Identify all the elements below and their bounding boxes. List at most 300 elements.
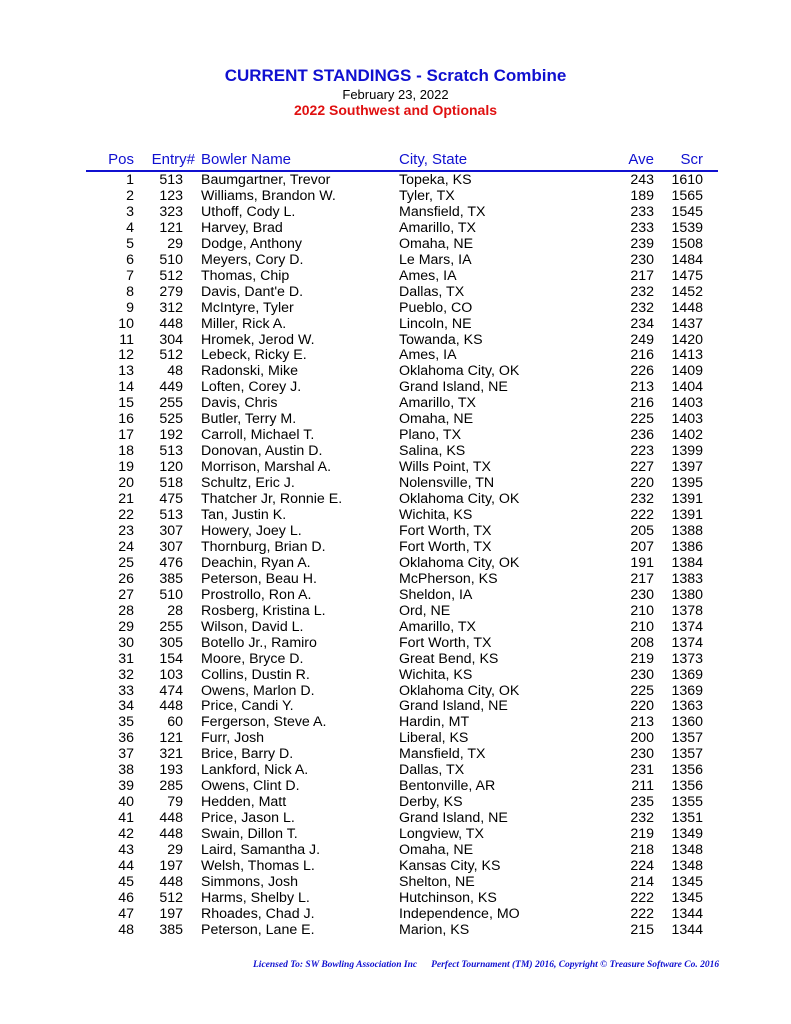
- table-row: [0, 444, 791, 460]
- cell-pos: 3: [126, 203, 134, 220]
- table-row: [0, 412, 791, 428]
- table-row: [0, 859, 791, 875]
- cell-entry: 29: [167, 842, 183, 859]
- cell-city: Omaha, NE: [399, 235, 474, 252]
- cell-name: Tan, Justin K.: [201, 507, 287, 524]
- cell-ave: 210: [630, 618, 654, 635]
- cell-name: Swain, Dillon T.: [201, 826, 298, 843]
- cell-city: Wills Point, TX: [399, 459, 491, 476]
- cell-name: Uthoff, Cody L.: [201, 203, 296, 220]
- cell-pos: 12: [118, 347, 134, 364]
- cell-city: Fort Worth, TX: [399, 522, 492, 539]
- table-row: [0, 779, 791, 795]
- cell-pos: 10: [118, 315, 134, 332]
- cell-pos: 32: [118, 666, 134, 683]
- cell-scr: 1344: [671, 921, 703, 938]
- cell-entry: 448: [159, 698, 183, 715]
- cell-name: Donovan, Austin D.: [201, 443, 323, 460]
- cell-city: Marion, KS: [399, 921, 470, 938]
- cell-pos: 27: [118, 586, 134, 603]
- cell-ave: 232: [630, 810, 654, 827]
- cell-ave: 223: [630, 443, 654, 460]
- cell-city: Shelton, NE: [399, 873, 475, 890]
- table-row: [0, 811, 791, 827]
- cell-name: Lebeck, Ricky E.: [201, 347, 307, 364]
- cell-pos: 13: [118, 363, 134, 380]
- cell-ave: 230: [630, 251, 654, 268]
- cell-scr: 1356: [671, 762, 703, 779]
- cell-city: Dallas, TX: [399, 283, 465, 300]
- cell-pos: 8: [126, 283, 134, 300]
- cell-entry: 307: [159, 538, 183, 555]
- cell-ave: 225: [630, 411, 654, 428]
- license-footer: [253, 960, 719, 970]
- cell-ave: 232: [630, 299, 654, 316]
- table-row: [0, 715, 791, 731]
- cell-name: Simmons, Josh: [201, 873, 298, 890]
- cell-name: Rhoades, Chad J.: [201, 905, 315, 922]
- cell-ave: 213: [630, 714, 654, 731]
- cell-scr: 1402: [671, 427, 703, 444]
- cell-entry: 510: [159, 251, 183, 268]
- cell-scr: 1384: [671, 554, 703, 571]
- table-row: [0, 923, 791, 939]
- cell-scr: 1391: [671, 491, 703, 508]
- cell-scr: 1420: [671, 331, 703, 348]
- cell-entry: 476: [159, 554, 183, 571]
- cell-city: Hutchinson, KS: [399, 889, 497, 906]
- cell-ave: 219: [630, 650, 654, 667]
- cell-pos: 26: [118, 570, 134, 587]
- column-header-name: Bowler Name: [201, 151, 292, 168]
- cell-pos: 42: [118, 826, 134, 843]
- cell-scr: 1404: [671, 379, 703, 396]
- cell-pos: 17: [118, 427, 134, 444]
- cell-entry: 475: [159, 491, 183, 508]
- cell-name: Morrison, Marshal A.: [201, 459, 332, 476]
- cell-name: Davis, Chris: [201, 395, 278, 412]
- cell-city: Tyler, TX: [399, 187, 455, 204]
- table-row: [0, 572, 791, 588]
- cell-name: Furr, Josh: [201, 730, 265, 747]
- table-row: [0, 333, 791, 349]
- cell-entry: 197: [159, 905, 183, 922]
- cell-scr: 1539: [671, 219, 703, 236]
- cell-city: Omaha, NE: [399, 411, 474, 428]
- cell-pos: 45: [118, 873, 134, 890]
- cell-entry: 448: [159, 873, 183, 890]
- cell-city: Omaha, NE: [399, 842, 474, 859]
- cell-ave: 227: [630, 459, 654, 476]
- cell-entry: 103: [159, 666, 183, 683]
- cell-city: Oklahoma City, OK: [399, 554, 520, 571]
- cell-ave: 230: [630, 666, 654, 683]
- cell-entry: 512: [159, 347, 183, 364]
- cell-name: McIntyre, Tyler: [201, 299, 294, 316]
- cell-name: Baumgartner, Trevor: [201, 172, 331, 188]
- cell-name: Deachin, Ryan A.: [201, 554, 311, 571]
- cell-scr: 1360: [671, 714, 703, 731]
- table-row: [0, 460, 791, 476]
- cell-city: Sheldon, IA: [399, 586, 473, 603]
- table-row: [0, 652, 791, 668]
- cell-pos: 29: [118, 618, 134, 635]
- cell-pos: 34: [118, 698, 134, 715]
- cell-name: Lankford, Nick A.: [201, 762, 309, 779]
- cell-ave: 217: [630, 570, 654, 587]
- cell-name: Schultz, Eric J.: [201, 475, 295, 492]
- cell-entry: 120: [159, 459, 183, 476]
- cell-entry: 512: [159, 267, 183, 284]
- cell-scr: 1508: [671, 235, 703, 252]
- column-header-scr: Scr: [680, 151, 703, 168]
- cell-pos: 20: [118, 475, 134, 492]
- cell-city: Great Bend, KS: [399, 650, 499, 667]
- cell-name: Brice, Barry D.: [201, 746, 294, 763]
- cell-ave: 211: [631, 778, 654, 795]
- cell-ave: 216: [630, 347, 654, 364]
- cell-city: Salina, KS: [399, 443, 466, 460]
- cell-entry: 323: [159, 203, 183, 220]
- cell-name: Davis, Dant'e D.: [201, 283, 304, 300]
- cell-name: Peterson, Beau H.: [201, 570, 317, 587]
- cell-ave: 232: [630, 491, 654, 508]
- event-subtitle: 2022 Southwest and Optionals: [293, 102, 498, 118]
- cell-ave: 224: [630, 857, 654, 874]
- table-row: [0, 173, 791, 189]
- cell-city: Liberal, KS: [399, 730, 469, 747]
- table-row: [0, 699, 791, 715]
- cell-ave: 249: [630, 331, 654, 348]
- cell-pos: 33: [118, 682, 134, 699]
- cell-city: Wichita, KS: [399, 507, 473, 524]
- cell-city: Oklahoma City, OK: [399, 682, 520, 699]
- page-title: CURRENT STANDINGS - Scratch Combine: [224, 66, 567, 85]
- cell-scr: 1349: [671, 826, 703, 843]
- table-row: [0, 476, 791, 492]
- column-header-entry: Entry#: [151, 151, 195, 168]
- cell-ave: 205: [630, 522, 654, 539]
- cell-city: Plano, TX: [399, 427, 462, 444]
- table-row: [0, 588, 791, 604]
- cell-city: Ames, IA: [399, 267, 457, 284]
- cell-entry: 279: [159, 283, 183, 300]
- cell-scr: 1344: [671, 905, 703, 922]
- cell-name: Price, Candi Y.: [201, 698, 294, 715]
- cell-pos: 24: [118, 538, 134, 555]
- cell-scr: 1345: [671, 889, 703, 906]
- cell-pos: 44: [118, 857, 134, 874]
- cell-ave: 232: [630, 283, 654, 300]
- cell-name: Dodge, Anthony: [201, 235, 302, 252]
- cell-ave: 234: [630, 315, 654, 332]
- cell-name: Rosberg, Kristina L.: [201, 602, 326, 619]
- cell-pos: 7: [126, 267, 134, 284]
- table-row: [0, 285, 791, 301]
- table-row: [0, 348, 791, 364]
- cell-city: Amarillo, TX: [399, 618, 476, 635]
- cell-ave: 231: [630, 762, 654, 779]
- cell-ave: 191: [630, 554, 654, 571]
- cell-ave: 220: [630, 475, 654, 492]
- cell-city: Lincoln, NE: [399, 315, 472, 332]
- cell-ave: 200: [630, 730, 654, 747]
- cell-scr: 1373: [671, 650, 703, 667]
- cell-pos: 39: [118, 778, 134, 795]
- cell-pos: 28: [118, 602, 134, 619]
- cell-city: Hardin, MT: [399, 714, 470, 731]
- cell-ave: 215: [630, 921, 654, 938]
- cell-city: Longview, TX: [399, 826, 484, 843]
- cell-scr: 1357: [671, 730, 703, 747]
- cell-ave: 220: [630, 698, 654, 715]
- cell-name: Prostrollo, Ron A.: [201, 586, 312, 603]
- cell-pos: 21: [118, 491, 134, 508]
- cell-name: Botello Jr., Ramiro: [201, 634, 317, 651]
- table-row: [0, 301, 791, 317]
- table-row: [0, 668, 791, 684]
- cell-ave: 233: [630, 203, 654, 220]
- table-row: [0, 524, 791, 540]
- cell-scr: 1345: [671, 873, 703, 890]
- cell-ave: 218: [630, 842, 654, 859]
- table-row: [0, 556, 791, 572]
- report-date: February 23, 2022: [342, 87, 449, 102]
- table-row: [0, 731, 791, 747]
- cell-city: Le Mars, IA: [399, 251, 472, 268]
- cell-scr: 1355: [671, 794, 703, 811]
- cell-name: Harvey, Brad: [201, 219, 283, 236]
- cell-scr: 1369: [671, 666, 703, 683]
- table-row: [0, 317, 791, 333]
- column-header-city: City, State: [399, 151, 468, 168]
- table-row: [0, 620, 791, 636]
- cell-pos: 4: [126, 219, 134, 236]
- cell-scr: 1374: [671, 634, 703, 651]
- cell-entry: 123: [159, 187, 183, 204]
- cell-pos: 11: [119, 331, 134, 348]
- table-row: [0, 684, 791, 700]
- cell-ave: 214: [630, 873, 654, 890]
- cell-name: Williams, Brandon W.: [201, 187, 336, 204]
- table-row: [0, 747, 791, 763]
- table-row: [0, 364, 791, 380]
- table-row: [0, 189, 791, 205]
- cell-scr: 1348: [671, 857, 703, 874]
- table-row: [0, 237, 791, 253]
- cell-entry: 29: [167, 235, 183, 252]
- cell-city: Derby, KS: [399, 794, 463, 811]
- cell-pos: 40: [118, 794, 134, 811]
- cell-scr: 1378: [671, 602, 703, 619]
- cell-pos: 46: [118, 889, 134, 906]
- cell-name: Fergerson, Steve A.: [201, 714, 327, 731]
- cell-entry: 60: [167, 714, 183, 731]
- cell-ave: 236: [630, 427, 654, 444]
- cell-city: Wichita, KS: [399, 666, 473, 683]
- cell-entry: 193: [159, 762, 183, 779]
- cell-scr: 1369: [671, 682, 703, 699]
- cell-entry: 474: [159, 682, 183, 699]
- cell-scr: 1399: [671, 443, 703, 460]
- cell-scr: 1348: [671, 842, 703, 859]
- table-row: [0, 205, 791, 221]
- cell-ave: 222: [630, 905, 654, 922]
- cell-name: Carroll, Michael T.: [201, 427, 315, 444]
- cell-entry: 305: [159, 634, 183, 651]
- column-header-ave: Ave: [628, 151, 654, 168]
- cell-ave: 233: [630, 219, 654, 236]
- cell-pos: 6: [126, 251, 134, 268]
- cell-entry: 513: [159, 507, 183, 524]
- table-row: [0, 396, 791, 412]
- cell-entry: 255: [159, 395, 183, 412]
- cell-entry: 304: [159, 331, 183, 348]
- cell-entry: 513: [159, 172, 183, 188]
- cell-ave: 213: [630, 379, 654, 396]
- cell-pos: 18: [118, 443, 134, 460]
- table-row: [0, 907, 791, 923]
- cell-entry: 48: [167, 363, 183, 380]
- table-row: [0, 636, 791, 652]
- cell-city: Ames, IA: [399, 347, 457, 364]
- cell-entry: 285: [159, 778, 183, 795]
- cell-scr: 1386: [671, 538, 703, 555]
- cell-pos: 36: [118, 730, 134, 747]
- cell-pos: 2: [126, 187, 134, 204]
- cell-name: Owens, Clint D.: [201, 778, 300, 795]
- cell-city: Bentonville, AR: [399, 778, 496, 795]
- table-row: [0, 540, 791, 556]
- cell-city: Oklahoma City, OK: [399, 491, 520, 508]
- cell-scr: 1395: [671, 475, 703, 492]
- standings-table: [0, 173, 791, 939]
- cell-entry: 513: [159, 443, 183, 460]
- cell-pos: 43: [118, 842, 134, 859]
- cell-entry: 192: [159, 427, 183, 444]
- cell-ave: 235: [630, 794, 654, 811]
- cell-scr: 1448: [671, 299, 703, 316]
- cell-ave: 208: [630, 634, 654, 651]
- cell-name: Welsh, Thomas L.: [201, 857, 315, 874]
- cell-pos: 5: [126, 235, 134, 252]
- table-row: [0, 891, 791, 907]
- cell-ave: 207: [630, 538, 654, 555]
- cell-pos: 25: [118, 554, 134, 571]
- cell-entry: 449: [159, 379, 183, 396]
- cell-ave: 225: [630, 682, 654, 699]
- cell-name: Hromek, Jerod W.: [201, 331, 315, 348]
- cell-entry: 121: [159, 219, 183, 236]
- cell-city: Nolensville, TN: [399, 475, 495, 492]
- cell-scr: 1363: [671, 698, 703, 715]
- table-row: [0, 843, 791, 859]
- cell-entry: 321: [159, 746, 183, 763]
- cell-entry: 154: [159, 650, 183, 667]
- cell-pos: 30: [118, 634, 134, 651]
- table-row: [0, 492, 791, 508]
- cell-entry: 307: [159, 522, 183, 539]
- cell-name: Wilson, David L.: [201, 618, 304, 635]
- cell-city: McPherson, KS: [399, 570, 498, 587]
- cell-name: Thornburg, Brian D.: [201, 538, 326, 555]
- cell-ave: 230: [630, 746, 654, 763]
- column-header-pos: Pos: [108, 151, 134, 168]
- copyright-text: Perfect Tournament (TM) 2016, Copyright © Treasure Software Co. 2016: [431, 960, 720, 970]
- cell-entry: 518: [159, 475, 183, 492]
- cell-entry: 385: [159, 921, 183, 938]
- table-row: [0, 604, 791, 620]
- cell-name: Moore, Bryce D.: [201, 650, 304, 667]
- table-row: [0, 827, 791, 843]
- cell-city: Dallas, TX: [399, 762, 465, 779]
- cell-city: Grand Island, NE: [399, 810, 508, 827]
- cell-entry: 197: [159, 857, 183, 874]
- cell-ave: 222: [630, 889, 654, 906]
- cell-pos: 15: [118, 395, 134, 412]
- cell-pos: 19: [118, 459, 134, 476]
- cell-pos: 35: [118, 714, 134, 731]
- cell-pos: 16: [118, 411, 134, 428]
- cell-ave: 210: [630, 602, 654, 619]
- cell-ave: 189: [630, 187, 654, 204]
- cell-scr: 1397: [671, 459, 703, 476]
- cell-entry: 28: [167, 602, 183, 619]
- cell-name: Loften, Corey J.: [201, 379, 302, 396]
- cell-ave: 219: [630, 826, 654, 843]
- cell-ave: 226: [630, 363, 654, 380]
- cell-entry: 510: [159, 586, 183, 603]
- cell-scr: 1380: [671, 586, 703, 603]
- cell-ave: 217: [630, 267, 654, 284]
- table-row: [0, 508, 791, 524]
- cell-name: Meyers, Cory D.: [201, 251, 304, 268]
- cell-scr: 1403: [671, 411, 703, 428]
- cell-entry: 525: [159, 411, 183, 428]
- cell-city: Towanda, KS: [399, 331, 483, 348]
- cell-city: Independence, MO: [399, 905, 520, 922]
- cell-name: Howery, Joey L.: [201, 522, 302, 539]
- table-row: [0, 221, 791, 237]
- cell-name: Owens, Marlon D.: [201, 682, 315, 699]
- cell-scr: 1413: [671, 347, 703, 364]
- cell-entry: 448: [159, 826, 183, 843]
- cell-name: Butler, Terry M.: [201, 411, 297, 428]
- cell-scr: 1403: [671, 395, 703, 412]
- cell-city: Mansfield, TX: [399, 746, 486, 763]
- cell-entry: 255: [159, 618, 183, 635]
- cell-pos: 31: [118, 650, 134, 667]
- cell-scr: 1351: [671, 810, 703, 827]
- cell-scr: 1388: [671, 522, 703, 539]
- cell-pos: 41: [118, 810, 134, 827]
- cell-city: Mansfield, TX: [399, 203, 486, 220]
- table-row: [0, 428, 791, 444]
- column-header-row: [0, 151, 791, 169]
- cell-scr: 1391: [671, 507, 703, 524]
- table-row: [0, 253, 791, 269]
- cell-city: Grand Island, NE: [399, 698, 508, 715]
- cell-name: Laird, Samantha J.: [201, 842, 321, 859]
- cell-name: Peterson, Lane E.: [201, 921, 315, 938]
- table-row: [0, 875, 791, 891]
- table-row: [0, 795, 791, 811]
- cell-city: Topeka, KS: [399, 172, 472, 188]
- cell-city: Fort Worth, TX: [399, 634, 492, 651]
- cell-ave: 222: [630, 507, 654, 524]
- cell-ave: 216: [630, 395, 654, 412]
- cell-pos: 23: [118, 522, 134, 539]
